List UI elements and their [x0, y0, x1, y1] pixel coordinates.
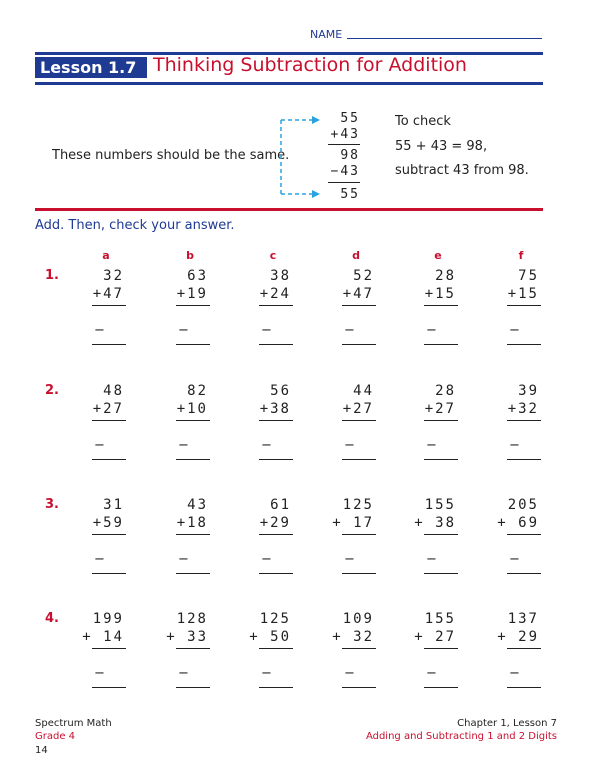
- example-caption: These numbers should be the same.: [52, 148, 290, 163]
- check-minus-sign: −: [344, 552, 355, 567]
- check-minus-sign: −: [94, 323, 105, 338]
- sum-line: [507, 305, 541, 306]
- addend-bottom: + 33: [166, 629, 208, 645]
- check-line-3: subtract 43 from 98.: [395, 163, 529, 178]
- check-minus-sign: −: [344, 438, 355, 453]
- answer-line[interactable]: [92, 687, 126, 688]
- addend-bottom: + 17: [332, 515, 374, 531]
- check-minus-sign: −: [261, 552, 272, 567]
- answer-line[interactable]: [342, 687, 376, 688]
- sum-line: [342, 420, 376, 421]
- addend-bottom: +19: [176, 286, 208, 302]
- addend-top: 75: [518, 268, 539, 284]
- check-minus-sign: −: [344, 666, 355, 681]
- addend-top: 61: [270, 497, 291, 513]
- column-letter-d: d: [352, 249, 360, 262]
- section-rule: [35, 208, 543, 211]
- check-minus-sign: −: [426, 323, 437, 338]
- addend-top: 199: [92, 611, 124, 627]
- answer-line[interactable]: [507, 459, 541, 460]
- footer-publisher: Spectrum Math: [35, 718, 112, 729]
- addend-top: 125: [259, 611, 291, 627]
- sum-line: [259, 648, 293, 649]
- check-minus-sign: −: [509, 438, 520, 453]
- answer-line[interactable]: [176, 687, 210, 688]
- directions: Add. Then, check your answer.: [35, 218, 235, 233]
- check-minus-sign: −: [509, 552, 520, 567]
- column-letter-e: e: [434, 249, 442, 262]
- addend-top: 48: [103, 383, 124, 399]
- addend-bottom: +29: [259, 515, 291, 531]
- name-label: NAME: [310, 28, 343, 41]
- addend-top: 63: [187, 268, 208, 284]
- sum-line: [259, 534, 293, 535]
- footer-grade: Grade 4: [35, 731, 76, 742]
- addend-bottom: + 32: [332, 629, 374, 645]
- sum-line: [424, 305, 458, 306]
- answer-line[interactable]: [176, 573, 210, 574]
- answer-line[interactable]: [176, 344, 210, 345]
- check-minus-sign: −: [178, 666, 189, 681]
- answer-line[interactable]: [92, 344, 126, 345]
- check-minus-sign: −: [178, 323, 189, 338]
- answer-line[interactable]: [259, 459, 293, 460]
- check-minus-sign: −: [94, 438, 105, 453]
- addend-top: 82: [187, 383, 208, 399]
- column-letter-c: c: [269, 249, 277, 262]
- addend-bottom: +59: [92, 515, 124, 531]
- sum-line: [92, 648, 126, 649]
- answer-line[interactable]: [507, 573, 541, 574]
- example-subtract: −43: [330, 164, 360, 179]
- sum-line: [92, 305, 126, 306]
- addend-bottom: + 27: [414, 629, 456, 645]
- addend-bottom: + 69: [497, 515, 539, 531]
- check-minus-sign: −: [509, 666, 520, 681]
- addend-top: 43: [187, 497, 208, 513]
- addend-bottom: + 50: [249, 629, 291, 645]
- check-minus-sign: −: [261, 666, 272, 681]
- addend-bottom: +15: [424, 286, 456, 302]
- addend-top: 125: [342, 497, 374, 513]
- addend-top: 155: [424, 497, 456, 513]
- addend-top: 38: [270, 268, 291, 284]
- addend-bottom: + 14: [82, 629, 124, 645]
- addend-top: 128: [176, 611, 208, 627]
- lesson-title: Thinking Subtraction for Addition: [153, 54, 467, 76]
- answer-line[interactable]: [92, 573, 126, 574]
- check-minus-sign: −: [509, 323, 520, 338]
- addend-top: 44: [353, 383, 374, 399]
- sum-line: [424, 420, 458, 421]
- check-minus-sign: −: [261, 323, 272, 338]
- example-result: 55: [340, 187, 360, 202]
- column-letter-a: a: [102, 249, 110, 262]
- sum-line: [342, 534, 376, 535]
- addend-bottom: + 29: [497, 629, 539, 645]
- addend-bottom: +24: [259, 286, 291, 302]
- addend-top: 32: [103, 268, 124, 284]
- answer-line[interactable]: [424, 459, 458, 460]
- example-top: 55: [340, 111, 360, 126]
- sum-line: [176, 420, 210, 421]
- addend-top: 109: [342, 611, 374, 627]
- answer-line[interactable]: [92, 459, 126, 460]
- check-minus-sign: −: [178, 438, 189, 453]
- footer-topic: Adding and Subtracting 1 and 2 Digits: [365, 731, 557, 742]
- sum-line: [507, 420, 541, 421]
- addend-bottom: +18: [176, 515, 208, 531]
- row-number: 2.: [45, 383, 59, 398]
- sum-line: [507, 648, 541, 649]
- addend-top: 31: [103, 497, 124, 513]
- check-minus-sign: −: [426, 438, 437, 453]
- row-number: 4.: [45, 611, 59, 626]
- addend-top: 155: [424, 611, 456, 627]
- sum-line: [259, 420, 293, 421]
- example-sum: 98: [340, 148, 360, 163]
- answer-line[interactable]: [342, 344, 376, 345]
- row-number: 1.: [45, 268, 59, 283]
- addend-top: 137: [507, 611, 539, 627]
- check-line-1: To check: [395, 114, 451, 129]
- example-addend: +43: [330, 127, 360, 142]
- answer-line[interactable]: [259, 687, 293, 688]
- row-number: 3.: [45, 497, 59, 512]
- addend-bottom: + 38: [414, 515, 456, 531]
- sum-line: [92, 534, 126, 535]
- title-rule: [35, 82, 543, 85]
- sum-line: [424, 648, 458, 649]
- addend-top: 52: [353, 268, 374, 284]
- sum-line: [259, 305, 293, 306]
- example-sum-line: [328, 144, 360, 145]
- check-minus-sign: −: [426, 666, 437, 681]
- addend-top: 205: [507, 497, 539, 513]
- check-minus-sign: −: [344, 323, 355, 338]
- addend-bottom: +47: [92, 286, 124, 302]
- column-letter-f: f: [518, 249, 524, 262]
- sum-line: [176, 648, 210, 649]
- name-field[interactable]: [347, 38, 542, 39]
- addend-bottom: +47: [342, 286, 374, 302]
- addend-bottom: +27: [342, 401, 374, 417]
- addend-bottom: +38: [259, 401, 291, 417]
- answer-line[interactable]: [424, 573, 458, 574]
- check-minus-sign: −: [178, 552, 189, 567]
- sum-line: [176, 534, 210, 535]
- footer-page-number: 14: [35, 745, 48, 756]
- sum-line: [424, 534, 458, 535]
- addend-bottom: +10: [176, 401, 208, 417]
- check-minus-sign: −: [261, 438, 272, 453]
- answer-line[interactable]: [259, 344, 293, 345]
- answer-line[interactable]: [424, 687, 458, 688]
- answer-line[interactable]: [342, 459, 376, 460]
- sum-line: [342, 648, 376, 649]
- sum-line: [507, 534, 541, 535]
- check-minus-sign: −: [426, 552, 437, 567]
- answer-line[interactable]: [342, 573, 376, 574]
- addend-top: 28: [435, 268, 456, 284]
- answer-line[interactable]: [424, 344, 458, 345]
- sum-line: [342, 305, 376, 306]
- answer-line[interactable]: [507, 687, 541, 688]
- sum-line: [176, 305, 210, 306]
- answer-line[interactable]: [176, 459, 210, 460]
- answer-line[interactable]: [259, 573, 293, 574]
- check-minus-sign: −: [94, 666, 105, 681]
- example-difference-line: [328, 182, 360, 183]
- answer-line[interactable]: [507, 344, 541, 345]
- addend-top: 39: [518, 383, 539, 399]
- check-line-2: 55 + 43 = 98,: [395, 139, 488, 154]
- column-letter-b: b: [186, 249, 194, 262]
- addend-top: 28: [435, 383, 456, 399]
- sum-line: [92, 420, 126, 421]
- check-minus-sign: −: [94, 552, 105, 567]
- addend-top: 56: [270, 383, 291, 399]
- addend-bottom: +15: [507, 286, 539, 302]
- addend-bottom: +32: [507, 401, 539, 417]
- addend-bottom: +27: [92, 401, 124, 417]
- addend-bottom: +27: [424, 401, 456, 417]
- footer-chapter: Chapter 1, Lesson 7: [457, 718, 557, 729]
- lesson-label: Lesson 1.7: [35, 57, 147, 78]
